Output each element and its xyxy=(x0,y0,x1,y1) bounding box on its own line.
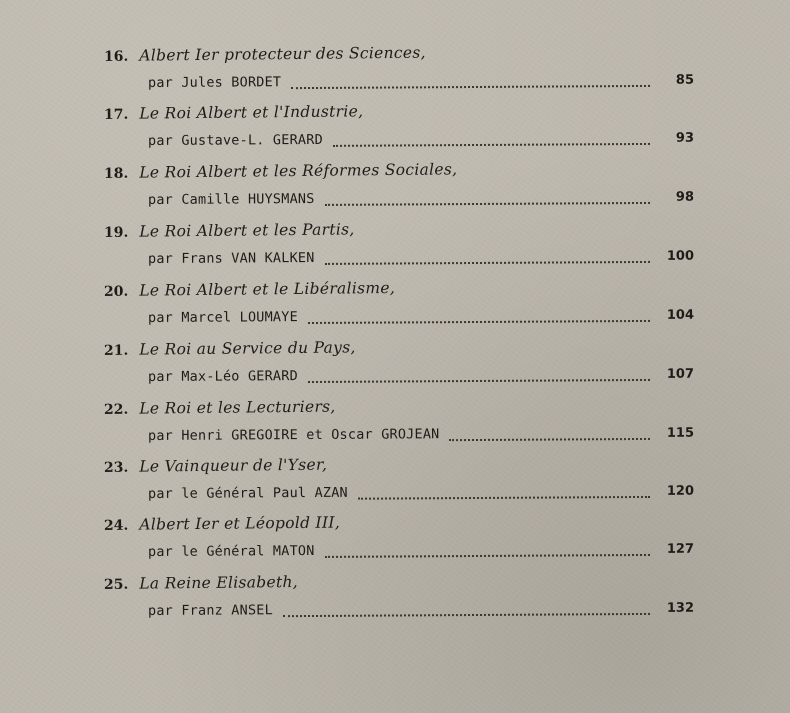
toc-entry xyxy=(0,278,790,339)
dot-leader xyxy=(325,544,651,558)
entry-author: par Camille HUYSMANS xyxy=(147,190,315,208)
entry-number: 19. xyxy=(103,224,129,241)
entry-page-number: 85 xyxy=(675,72,695,88)
entry-author-line xyxy=(148,246,694,269)
dot-leader xyxy=(308,310,650,324)
toc-entry xyxy=(0,340,790,398)
entry-number: 23. xyxy=(103,459,129,476)
entry-number: 22. xyxy=(103,401,129,418)
toc-entry xyxy=(0,515,790,573)
entry-author-line xyxy=(148,187,694,210)
entry-author-line xyxy=(148,305,694,328)
dot-leader xyxy=(449,428,650,441)
entry-number: 25. xyxy=(103,576,129,593)
entry-title: Albert Ier et Léopold III, xyxy=(139,513,341,534)
toc-entry xyxy=(0,399,790,457)
entry-author: par Jules BORDET xyxy=(147,74,282,91)
entry-author: par le Général Paul AZAN xyxy=(147,484,348,502)
entry-number: 20. xyxy=(103,283,129,300)
entry-title: Le Roi Albert et les Partis, xyxy=(139,220,355,241)
toc-entry xyxy=(0,222,790,280)
entry-title-line xyxy=(104,572,298,595)
toc-entry xyxy=(0,574,790,632)
entry-number: 24. xyxy=(103,517,129,534)
entry-title: La Reine Elisabeth, xyxy=(139,572,299,593)
dot-leader xyxy=(333,133,650,147)
dot-leader xyxy=(325,251,651,265)
entry-title: Le Roi au Service du Pays, xyxy=(139,338,356,359)
entry-author-line xyxy=(148,539,694,562)
entry-author: par Frans VAN KALKEN xyxy=(147,249,315,267)
entry-page-number: 93 xyxy=(675,130,695,146)
entry-title: Le Roi Albert et le Libéralisme, xyxy=(139,278,396,300)
entry-number: 16. xyxy=(103,48,129,65)
entry-title-line xyxy=(104,455,327,478)
toc-entry xyxy=(0,160,790,221)
dot-leader xyxy=(358,486,650,500)
entry-page-number: 115 xyxy=(666,425,695,441)
entry-author: par Max-Léo GERARD xyxy=(147,368,298,385)
entry-title: Le Roi Albert et les Réformes Sociales, xyxy=(139,160,458,182)
entry-title: Albert Ier protecteur des Sciences, xyxy=(139,43,426,65)
toc-entry xyxy=(0,43,790,104)
entry-page-number: 100 xyxy=(666,248,695,264)
entry-title-line xyxy=(104,43,426,67)
entry-author-line xyxy=(148,481,694,504)
entry-author-line xyxy=(148,70,694,93)
entry-title-line xyxy=(104,101,364,125)
entry-title: Le Vainqueur de l'Yser, xyxy=(139,455,328,476)
entry-author-line xyxy=(148,364,694,387)
entry-author: par Marcel LOUMAYE xyxy=(147,309,298,326)
entry-author-line xyxy=(148,598,694,621)
entry-title-line xyxy=(104,513,340,536)
entry-author-line xyxy=(148,128,694,151)
dot-leader xyxy=(325,192,651,206)
toc-entry xyxy=(0,457,790,515)
entry-number: 21. xyxy=(103,342,129,359)
entry-page-number: 132 xyxy=(666,600,695,616)
dot-leader xyxy=(308,369,650,383)
entry-number: 18. xyxy=(103,165,129,182)
entry-title-line xyxy=(104,219,355,243)
entry-page-number: 104 xyxy=(666,307,695,323)
toc-entry xyxy=(0,104,790,162)
entry-title-line xyxy=(104,278,395,302)
entry-title-line xyxy=(104,159,458,184)
entry-title-line xyxy=(104,337,356,361)
entry-title: Le Roi et les Lecturiers, xyxy=(139,397,336,418)
entry-author: par Gustave-L. GERARD xyxy=(147,131,323,149)
dot-leader xyxy=(283,603,650,617)
entry-page-number: 98 xyxy=(675,189,695,205)
entry-title-line xyxy=(104,397,336,420)
entry-page-number: 127 xyxy=(666,541,695,557)
entry-author: par le Général MATON xyxy=(147,542,315,560)
entry-author-line xyxy=(148,423,694,446)
dot-leader xyxy=(291,75,650,89)
entry-number: 17. xyxy=(103,106,129,123)
entry-page-number: 107 xyxy=(666,366,695,382)
entry-author: par Franz ANSEL xyxy=(147,602,273,619)
entry-title: Le Roi Albert et l'Industrie, xyxy=(139,102,364,123)
entry-page-number: 120 xyxy=(666,483,695,499)
entry-author: par Henri GREGOIRE et Oscar GROJEAN xyxy=(147,426,440,444)
